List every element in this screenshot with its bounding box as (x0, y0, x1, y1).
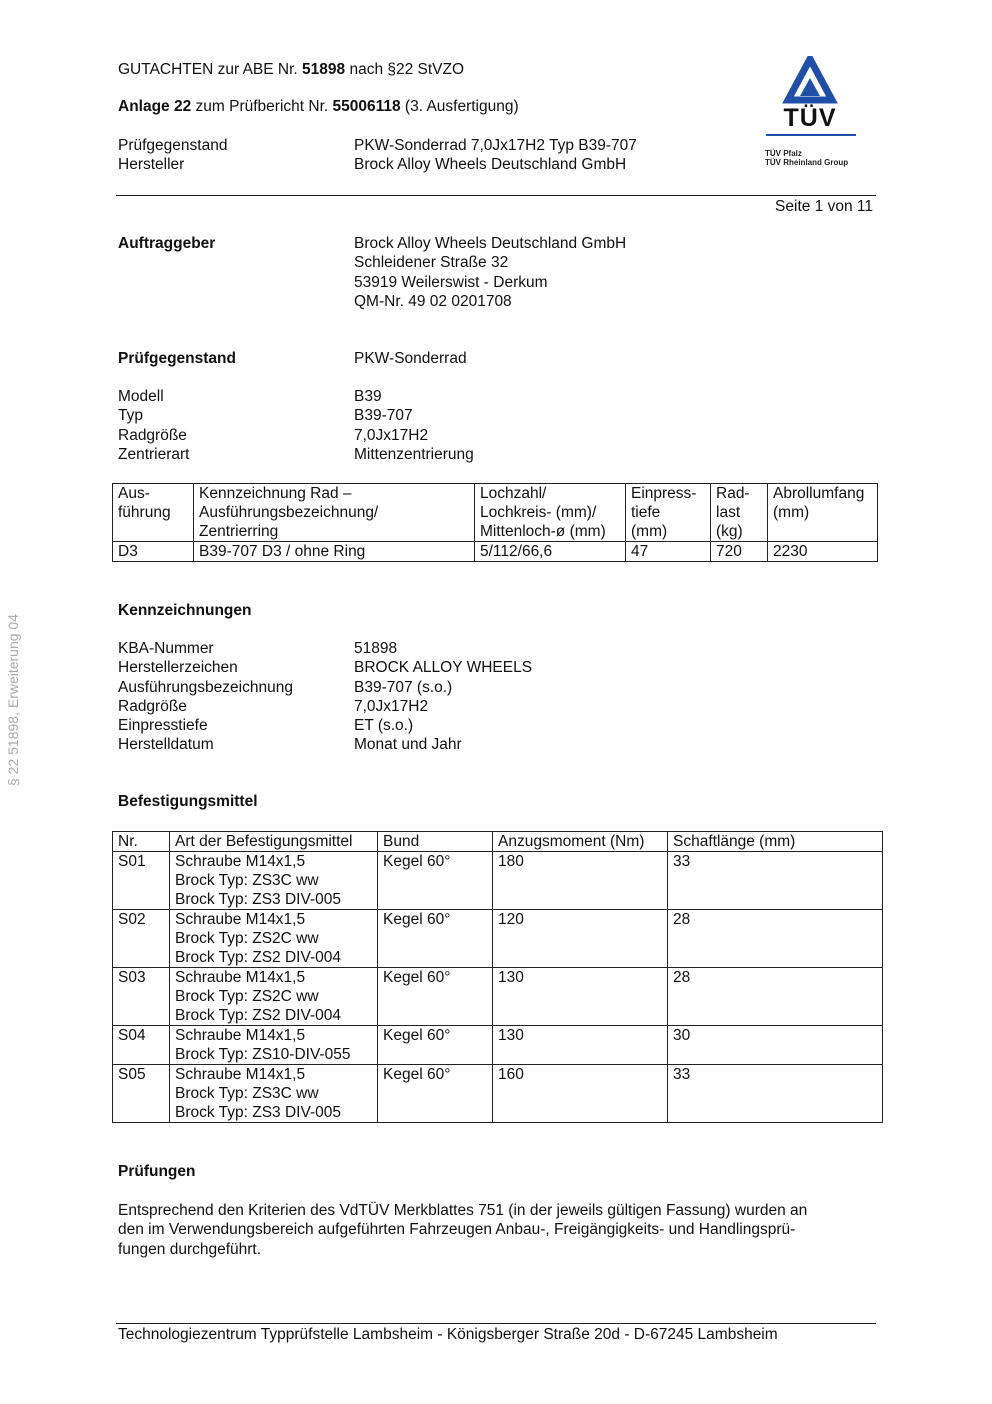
kennzeichnung-key: Ausführungsbezeichnung (118, 678, 293, 696)
fastener-table (112, 831, 883, 1123)
pruef-key: Zentrierart (118, 445, 190, 463)
table-header-cell: Abrollumfang (mm) (768, 484, 878, 542)
table-cell: S04 (113, 1026, 170, 1065)
title-suffix: nach §22 StVZO (345, 61, 465, 78)
table-header-row (113, 484, 878, 542)
header-divider (116, 195, 876, 196)
kennzeichnung-value: ET (s.o.) (354, 717, 414, 735)
kennzeichnung-key: Radgröße (118, 697, 187, 715)
kennzeichnung-value: Monat und Jahr (354, 736, 462, 754)
title-number: 51898 (302, 61, 346, 78)
pruef-value: Mittenzentrierung (354, 445, 474, 463)
document-title (118, 60, 464, 79)
header-pruefgegenstand-value: PKW-Sonderrad 7,0Jx17H2 Typ B39-707 (354, 137, 637, 154)
anlage-suffix: (3. Ausfertigung) (400, 98, 519, 115)
table-cell: 120 (493, 910, 668, 968)
footer-divider (116, 1323, 876, 1324)
table-row (113, 1065, 883, 1123)
anlage-label: Anlage 22 (118, 98, 192, 115)
table-header-cell: Bund (378, 832, 493, 852)
pruefgegenstand-value: PKW-Sonderrad (354, 350, 467, 367)
table-cell: S05 (113, 1065, 170, 1123)
auftraggeber-line: 53919 Weilerswist - Derkum (354, 273, 548, 291)
table-cell: 2230 (768, 542, 878, 562)
table-header-cell: Einpress- tiefe (mm) (626, 484, 711, 542)
table-cell: Schraube M14x1,5 Brock Typ: ZS2C ww Brock Typ: ZS2 DIV-004 (170, 910, 378, 968)
table-cell: D3 (113, 542, 194, 562)
befestigungsmittel-label: Befestigungsmittel (118, 793, 258, 810)
table-header-cell: Anzugsmoment (Nm) (493, 832, 668, 852)
table-row (113, 1026, 883, 1065)
footer-address: Technologiezentrum Typprüfstelle Lambsheim - Königsberger Straße 20d - D-67245 Lambsheim (118, 1326, 778, 1343)
table-header-cell: Aus- führung (113, 484, 194, 542)
table-cell: Schraube M14x1,5 Brock Typ: ZS10-DIV-055 (170, 1026, 378, 1065)
table-row (113, 542, 878, 562)
table-header-cell: Rad- last (kg) (711, 484, 768, 542)
table-cell: Kegel 60° (378, 852, 493, 910)
kennzeichnung-key: Herstellerzeichen (118, 659, 238, 677)
header-pruefgegenstand-label: Prüfgegenstand (118, 137, 228, 154)
logo-subtitle-2: TÜV Rheinland Group (765, 158, 849, 167)
tuev-logo-text: TÜV (783, 104, 837, 132)
pruefgegenstand-label: Prüfgegenstand (118, 350, 236, 367)
table-cell: 720 (711, 542, 768, 562)
kennzeichnungen-values (354, 639, 532, 755)
kennzeichnungen-label: Kennzeichnungen (118, 602, 252, 619)
logo-underline (766, 134, 856, 136)
kennzeichnung-key: KBA-Nummer (118, 640, 214, 657)
table-cell: Schraube M14x1,5 Brock Typ: ZS3C ww Brock Typ: ZS3 DIV-005 (170, 852, 378, 910)
table-header-cell: Art der Befestigungsmittel (170, 832, 378, 852)
title-prefix: GUTACHTEN zur ABE Nr. (118, 61, 303, 78)
kennzeichnung-value: BROCK ALLOY WHEELS (354, 659, 533, 677)
pruef-keys (118, 387, 190, 464)
table-cell: Schraube M14x1,5 Brock Typ: ZS2C ww Brock Typ: ZS2 DIV-004 (170, 968, 378, 1026)
table-cell: 28 (668, 968, 883, 1026)
table-cell: 130 (493, 968, 668, 1026)
pruef-value: B39 (354, 388, 382, 405)
kennzeichnung-value: 7,0Jx17H2 (354, 697, 429, 715)
table-header-cell: Lochzahl/ Lochkreis- (mm)/ Mittenloch-ø (mm) (475, 484, 626, 542)
auftraggeber-address (354, 234, 626, 311)
auftraggeber-label: Auftraggeber (118, 235, 216, 252)
header-hersteller-value: Brock Alloy Wheels Deutschland GmbH (354, 156, 627, 173)
tuev-logo (760, 56, 860, 176)
table-cell: S02 (113, 910, 170, 968)
header-hersteller-label: Hersteller (118, 156, 185, 173)
pruef-key: Typ (118, 407, 143, 425)
table-cell: B39-707 D3 / ohne Ring (194, 542, 475, 562)
auftraggeber-line: Schleidener Straße 32 (354, 254, 509, 272)
table-cell: Schraube M14x1,5 Brock Typ: ZS3C ww Brock Typ: ZS3 DIV-005 (170, 1065, 378, 1123)
table-header-cell: Kennzeichnung Rad – Ausführungsbezeichnung/ Zentrierring (194, 484, 475, 542)
anlage-number: 55006118 (332, 98, 401, 115)
table-cell: 130 (493, 1026, 668, 1065)
kennzeichnung-value: B39-707 (s.o.) (354, 678, 453, 696)
table-cell: 33 (668, 1065, 883, 1123)
pruefungen-label: Prüfungen (118, 1163, 196, 1180)
table-cell: S03 (113, 968, 170, 1026)
kennzeichnung-key: Herstelldatum (118, 736, 214, 754)
kennzeichnung-value: 51898 (354, 640, 398, 657)
pruef-key: Radgröße (118, 426, 187, 444)
table-header-cell: Nr. (113, 832, 170, 852)
table-cell: Kegel 60° (378, 1065, 493, 1123)
table-cell: 33 (668, 852, 883, 910)
table-header-row (113, 832, 883, 852)
side-margin-note: § 22 51898, Erweiterung 04 (5, 614, 21, 787)
pruef-key: Modell (118, 388, 164, 405)
table-cell: 47 (626, 542, 711, 562)
table-row (113, 852, 883, 910)
anlage-line (118, 97, 519, 116)
table-row (113, 968, 883, 1026)
table-header-cell: Schaftlänge (mm) (668, 832, 883, 852)
auftraggeber-line: QM-Nr. 49 02 0201708 (354, 292, 512, 310)
pruef-value: 7,0Jx17H2 (354, 426, 429, 444)
table-cell: 160 (493, 1065, 668, 1123)
kennzeichnungen-keys (118, 639, 293, 755)
table-cell: 30 (668, 1026, 883, 1065)
table-cell: 180 (493, 852, 668, 910)
pruef-values (354, 387, 474, 464)
table-cell: Kegel 60° (378, 910, 493, 968)
kennzeichnung-key: Einpresstiefe (118, 717, 208, 735)
table-row (113, 910, 883, 968)
page-number: Seite 1 von 11 (775, 198, 873, 215)
table-cell: 28 (668, 910, 883, 968)
paragraph-line: Entsprechend den Kriterien des VdTÜV Merkblattes 751 (in der jeweils gültigen Fassung) wurden an (118, 1202, 808, 1219)
logo-subtitle-1: TÜV Pfalz (765, 149, 802, 158)
table-cell: S01 (113, 852, 170, 910)
pruefungen-paragraph (118, 1201, 807, 1259)
paragraph-line: den im Verwendungsbereich aufgeführten Fahrzeugen Anbau-, Freigängigkeits- und Handlingsprü- (118, 1221, 796, 1239)
table-cell: 5/112/66,6 (475, 542, 626, 562)
pruef-value: B39-707 (354, 407, 413, 425)
table-cell: Kegel 60° (378, 1026, 493, 1065)
anlage-text: zum Prüfbericht Nr. (191, 98, 333, 115)
wheel-table (112, 483, 878, 562)
auftraggeber-line: Brock Alloy Wheels Deutschland GmbH (354, 235, 627, 252)
table-cell: Kegel 60° (378, 968, 493, 1026)
paragraph-line: fungen durchgeführt. (118, 1240, 262, 1258)
